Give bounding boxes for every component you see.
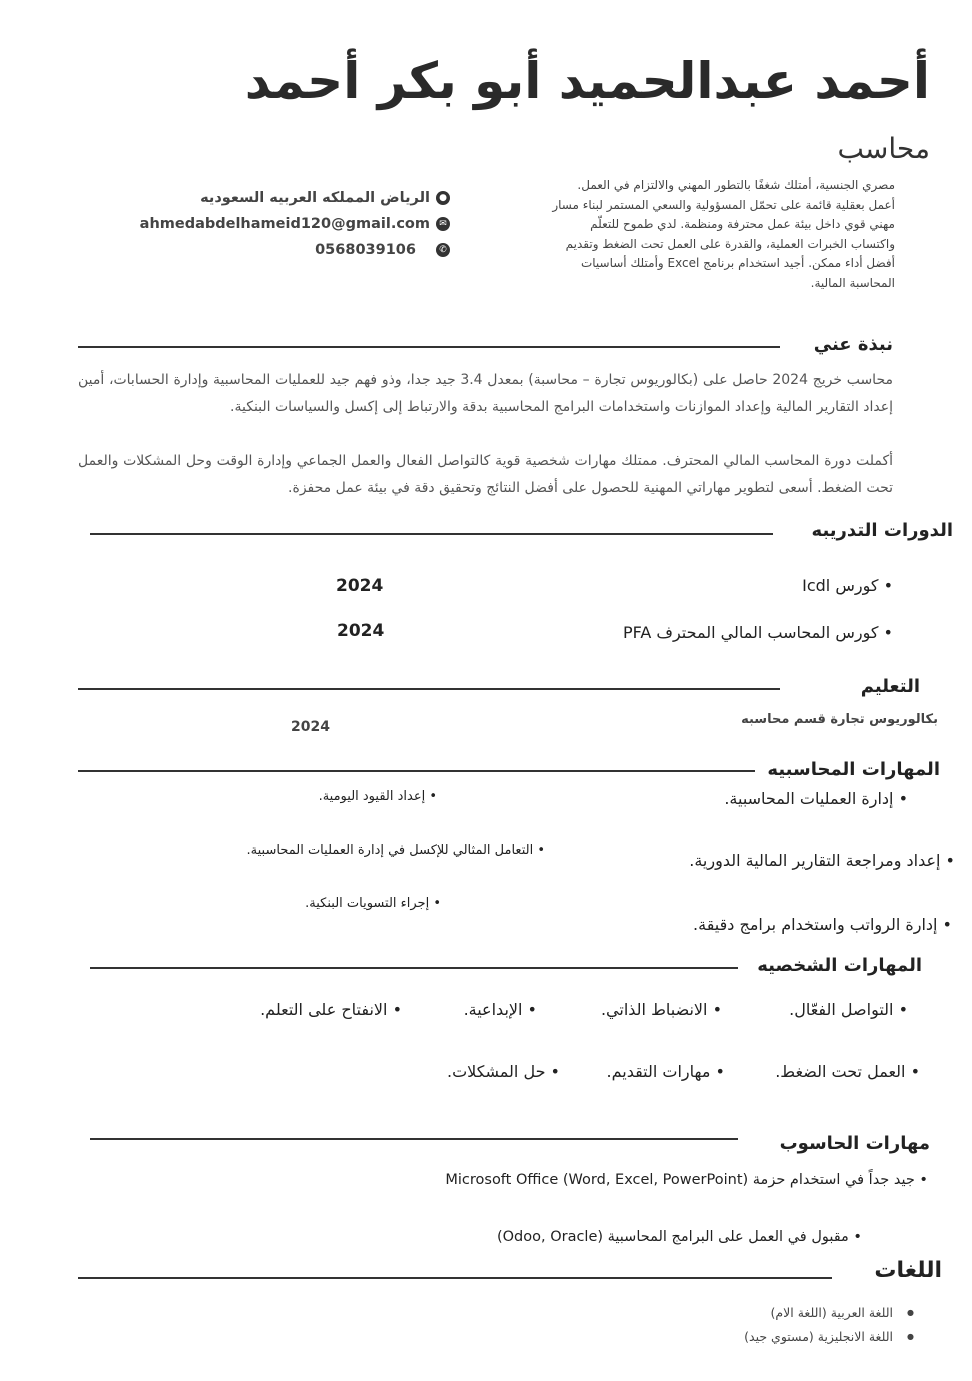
section-divider	[78, 688, 780, 690]
language-item: ● اللغة الانجليزية (مستوي جيد)	[744, 1329, 914, 1344]
personal-skill: • مهارات التقديم.	[606, 1062, 725, 1081]
phone-icon: ✆	[436, 243, 450, 257]
personal-skill: • الانفتاح على التعلم.	[260, 1000, 402, 1019]
contact-phone	[315, 242, 450, 258]
accounting-skill: • التعامل المثالي للإكسل في إدارة العمليات المحاسبية.	[246, 843, 545, 858]
personal-skills-heading: المهارات الشخصيه	[757, 955, 922, 976]
section-divider	[90, 1138, 738, 1140]
accounting-skill: • إجراء التسويات البنكية.	[305, 896, 441, 911]
accounting-skill: • إدارة العمليات المحاسبية.	[724, 789, 908, 808]
section-divider	[78, 770, 755, 772]
envelope-icon: ✉	[436, 217, 450, 231]
course-item: • كورس المحاسب المالي المحترف PFA	[622, 623, 893, 642]
education-degree: بكالوريوس تجارة قسم محاسبه	[741, 712, 938, 727]
about-paragraph-2: أكملت دورة المحاسب المالي المحترف. ممتلك مهارات شخصية قوية كالتواصل الفعال والعمل الجماعي وإدارة الوقت وحل المشكلات والعمل تحت الضغط. أسعى لتطوير مهاراتي المهنية للحصول على أفضل النتائج وتحقيق دقة في بيئة عمل محفزة.	[78, 453, 893, 496]
course-item: • كورس Icdl	[802, 576, 893, 595]
course-year: 2024	[337, 621, 385, 641]
section-divider	[78, 346, 780, 348]
job-title: محاسب	[837, 132, 930, 165]
accounting-skill: • إدارة الرواتب واستخدام برامج دقيقة.	[693, 915, 952, 934]
courses-heading: الدورات التدريبه	[811, 520, 953, 541]
course-year: 2024	[336, 576, 384, 596]
personal-skill: • الإبداعية.	[463, 1000, 537, 1019]
personal-skill: • الانضباط الذاتي.	[600, 1000, 722, 1019]
contact-location	[200, 190, 450, 206]
personal-skill: • حل المشكلات.	[447, 1062, 560, 1081]
section-divider	[90, 967, 738, 969]
about-paragraph-1: محاسب خريج 2024 حاصل على (بكالوريوس تجارة – محاسبة) بمعدل 3.4 جيد جدا، وذو فهم جيد للعمليات المحاسبية وإدارة الحسابات، أمين إعداد التقارير المالية وإعداد الموازنات واستخدامات البرامج المحاسبية بدقة والارتباط إلى إكسل والسياسات البنكية.	[78, 372, 893, 415]
profile-summary: مصري الجنسية، أمتلك شغفًا بالتطور المهني والالتزام في العمل. أعمل بعقلية قائمة على تحمّل المسؤولية والسعي المستمر لبناء مسار مهني قوي داخل بيئة عمل محترفة ومنظمة. لدي طموح للتعلّم واكتساب الخبرات العملية، والقدرة على العمل تحت الضغط وتقديم أفضل أداء ممكن. أجيد استخدام برنامج Excel وأمتلك أساسيات المحاسبة المالية.	[552, 178, 895, 290]
candidate-name: أحمد عبدالحميد أبو بكر أحمد	[244, 52, 930, 110]
education-year: 2024	[291, 719, 330, 735]
computer-skills-heading: مهارات الحاسوب	[779, 1133, 930, 1154]
location-pin-icon: ●	[436, 191, 450, 205]
personal-skill: • العمل تحت الضغط.	[775, 1062, 920, 1081]
about-heading: نبذة عني	[813, 334, 893, 355]
contact-email	[140, 216, 450, 232]
accounting-skill: • إعداد ومراجعة التقارير المالية الدورية.	[689, 851, 955, 870]
section-divider	[90, 533, 773, 535]
location-text: الرياض المملكه العربيه السعوديه	[200, 190, 430, 206]
computer-skill: • جيد جداً في استخدام حزمة Microsoft Office (Word, Excel, PowerPoint)	[445, 1172, 928, 1188]
accounting-skills-heading: المهارات المحاسبيه	[767, 759, 940, 780]
personal-skill: • التواصل الفعّال.	[789, 1000, 908, 1019]
email-text[interactable]: ahmedabdelhameid120@gmail.com	[139, 216, 430, 232]
education-heading: التعليم	[860, 676, 920, 697]
phone-text[interactable]: 0568039106	[315, 242, 416, 258]
computer-skill: • مقبول في العمل على البرامج المحاسبية (Odoo, Oracle)	[496, 1229, 862, 1245]
section-divider	[78, 1277, 832, 1279]
language-item: ● اللغة العربية (اللغة الام)	[771, 1305, 914, 1320]
languages-heading: اللغات	[874, 1258, 942, 1283]
accounting-skill: • إعداد القيود اليومية.	[318, 789, 437, 804]
